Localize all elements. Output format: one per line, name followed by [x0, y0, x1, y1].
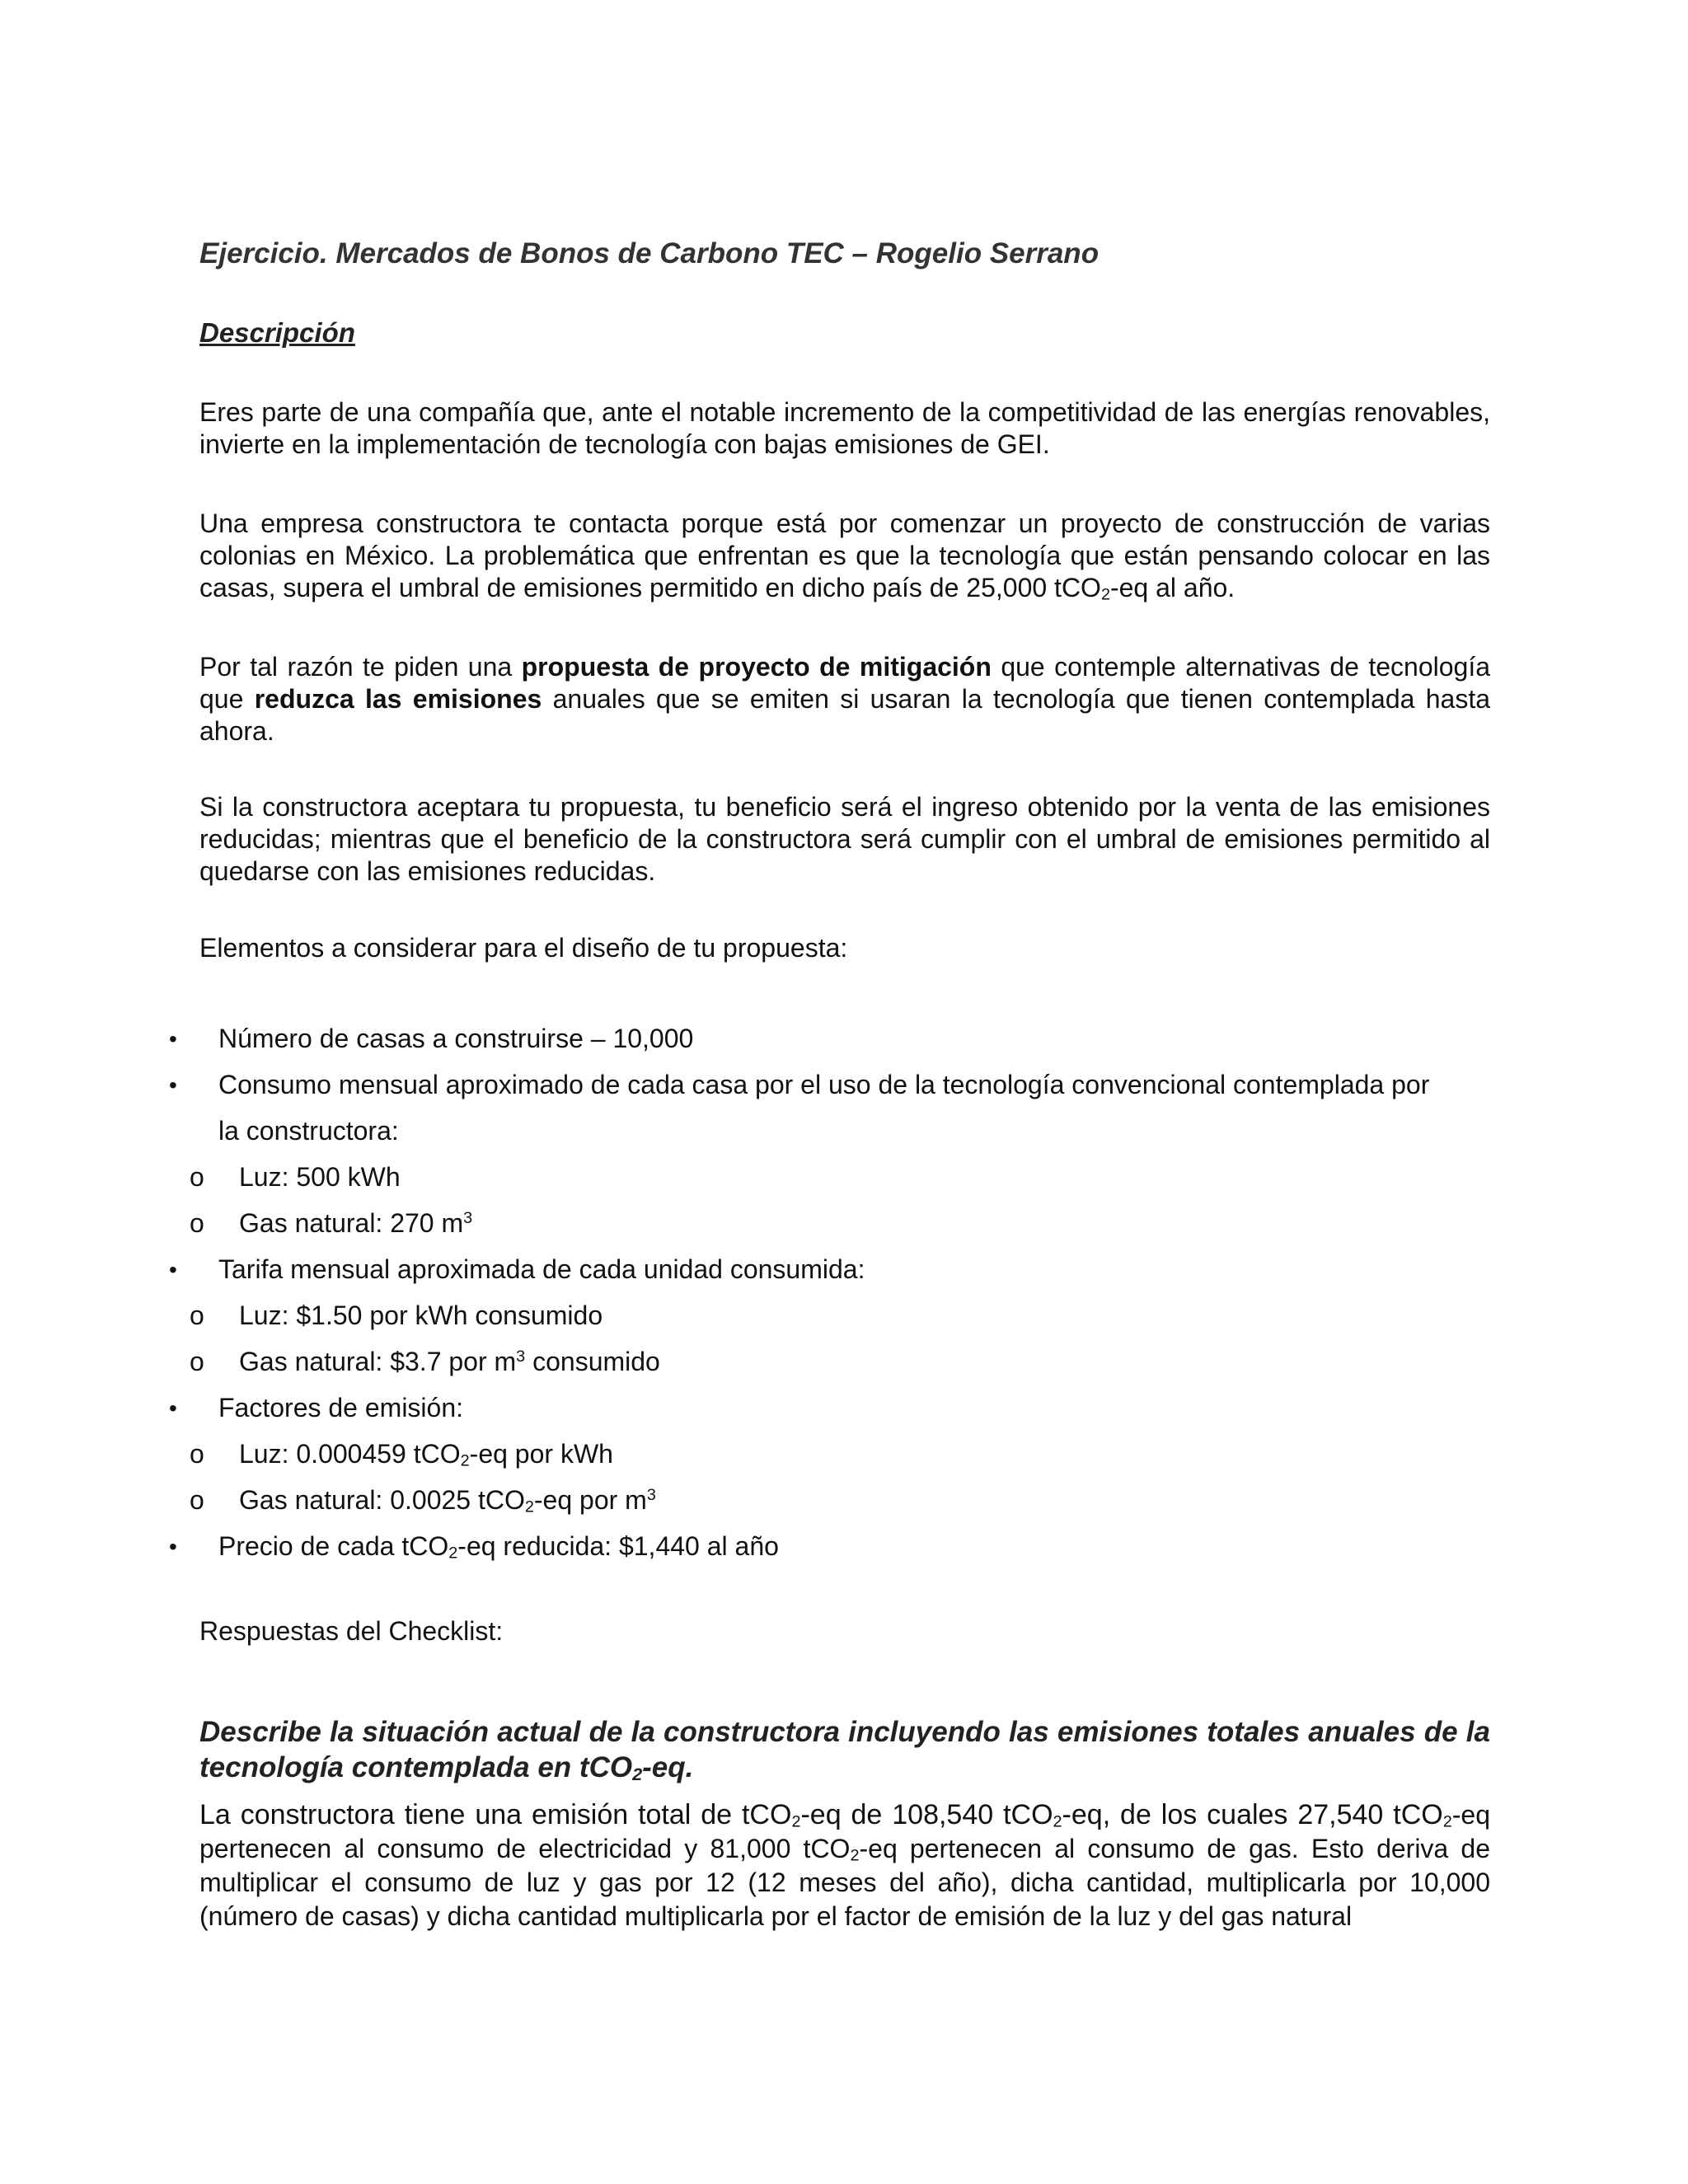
answer-text-part: La constructora tiene una emisión total de tCO [199, 1799, 792, 1830]
circle-bullet-icon: o [190, 1162, 204, 1192]
sub-list-item-text: Luz: 500 kWh [239, 1162, 401, 1192]
list-item-text: Consumo mensual aproximado de cada casa por el uso de la tecnología convencional contemplada por [218, 1070, 1430, 1099]
circle-bullet-icon: o [190, 1485, 204, 1515]
sub-list-item-text-part: Gas natural: 270 m [239, 1208, 464, 1238]
document-title: Ejercicio. Mercados de Bonos de Carbono TEC – Rogelio Serrano [199, 237, 1100, 269]
checklist-heading: Respuestas del Checklist: [199, 1616, 504, 1646]
question-text-end: -eq. [642, 1751, 694, 1783]
sub-list-item-text [239, 1438, 613, 1470]
sub-list-item-text: Luz: $1.50 por kWh consumido [239, 1301, 603, 1330]
bullet-icon: • [169, 1026, 177, 1052]
circle-bullet-icon: o [190, 1301, 204, 1330]
circle-bullet-icon: o [190, 1208, 204, 1238]
sub-list-item-text-part: Gas natural: 0.0025 tCO [239, 1485, 525, 1515]
sub-list-item-text-part: consumido [525, 1347, 660, 1376]
sub-list-item-text-part: Gas natural: $3.7 por m [239, 1347, 517, 1376]
list-item-text [218, 1530, 779, 1563]
subscript-2: 2 [791, 1812, 801, 1831]
subscript-2: 2 [850, 1846, 860, 1865]
paragraph-intro-text: Eres parte de una compañía que, ante el notable incremento de la competitividad de las energías renovables, invierte en la implementación de tecnología con bajas emisiones de GEI. [199, 397, 1490, 459]
bullet-icon: • [169, 1072, 177, 1098]
paragraph-request-text-2: que contemple alternativas de tecnología que [199, 652, 1491, 714]
paragraph-request [199, 651, 1490, 748]
sub-list-item-text [239, 1484, 656, 1516]
circle-bullet-icon: o [190, 1347, 204, 1376]
answer-text-part: -eq pertenecen al consumo de gas. Esto deriva de multiplicar el consumo de luz y gas por 12 (12 meses del año), dicha cantidad, multiplicarla por 10,000 (número de casas) y dicha cantidad multiplicarla por el factor de emisión de la luz y del gas natural [199, 1834, 1491, 1931]
bullet-icon: • [169, 1534, 177, 1559]
superscript-3: 3 [463, 1209, 473, 1228]
subscript-2: 2 [632, 1763, 643, 1784]
subscript-2: 2 [448, 1544, 458, 1563]
question-text: Describe la situación actual de la constructora incluyendo las emisiones totales anuales de la tecnología contemplada en tCO [199, 1716, 1490, 1783]
elements-intro: Elementos a considerar para el diseño de tu propuesta: [199, 933, 848, 963]
list-item-continuation: la constructora: [218, 1116, 399, 1146]
bullet-icon: • [169, 1395, 177, 1421]
section-heading-descripcion: Descripción [199, 317, 355, 348]
circle-bullet-icon: o [190, 1439, 204, 1469]
list-item-text: Factores de emisión: [218, 1393, 464, 1422]
question-heading [199, 1714, 1490, 1785]
list-item-text: Número de casas a construirse – 10,000 [218, 1024, 694, 1053]
subscript-2: 2 [1442, 1812, 1452, 1831]
paragraph-request-text-3: anuales que se emiten si usaran la tecnología que tienen contemplada hasta ahora. [199, 684, 1491, 746]
paragraph-request-bold-1: propuesta de proyecto de mitigación [521, 652, 992, 682]
paragraph-intro [199, 396, 1490, 461]
paragraph-request-bold-2: reduzca las emisiones [254, 684, 542, 714]
subscript-2: 2 [460, 1451, 470, 1470]
subscript-2: 2 [524, 1497, 534, 1516]
answer-text-part: -eq, de los cuales 27,540 tCO [1062, 1799, 1443, 1830]
paragraph-benefit [199, 791, 1490, 888]
paragraph-request-text-1: Por tal razón te piden una [199, 652, 522, 682]
sub-list-item-text [239, 1207, 472, 1240]
subscript-2: 2 [1100, 585, 1110, 604]
answer-paragraph [199, 1798, 1490, 1933]
sub-list-item-text [239, 1346, 660, 1378]
paragraph-problem-text: Una empresa constructora te contacta porque está por comenzar un proyecto de construcción de varias colonias en México. La problemática que enfrentan es que la tecnología que están pensando colocar en las casas, supera el umbral de emisiones permitido en dicho país de 25,000 tCO [199, 509, 1490, 602]
answer-text-part: -eq de 108,540 tCO [800, 1799, 1053, 1830]
paragraph-problem [199, 508, 1490, 604]
sub-list-item-text-part: -eq por kWh [469, 1439, 613, 1469]
sub-list-item-text-part: Luz: 0.000459 tCO [239, 1439, 461, 1469]
paragraph-benefit-text: Si la constructora aceptara tu propuesta, tu beneficio será el ingreso obtenido por la venta de las emisiones reducidas; mientras que el beneficio de la constructora será cumplir con el umbral de emisiones permitido al quedarse con las emisiones reducidas. [199, 792, 1490, 886]
paragraph-problem-text-end: -eq al año. [1109, 573, 1236, 602]
superscript-3: 3 [516, 1347, 526, 1366]
subscript-2: 2 [1053, 1812, 1062, 1831]
list-item-text-part: -eq reducida: $1,440 al año [457, 1531, 779, 1561]
list-item-text-part: Precio de cada tCO [218, 1531, 449, 1561]
bullet-icon: • [169, 1257, 177, 1282]
sub-list-item-text-part: -eq por m [533, 1485, 647, 1515]
superscript-3: 3 [646, 1486, 656, 1505]
list-item-text: Tarifa mensual aproximada de cada unidad consumida: [218, 1254, 865, 1284]
answer-text-part: -eq pertenecen al consumo de electricidad y 81,000 tCO [199, 1800, 1490, 1863]
